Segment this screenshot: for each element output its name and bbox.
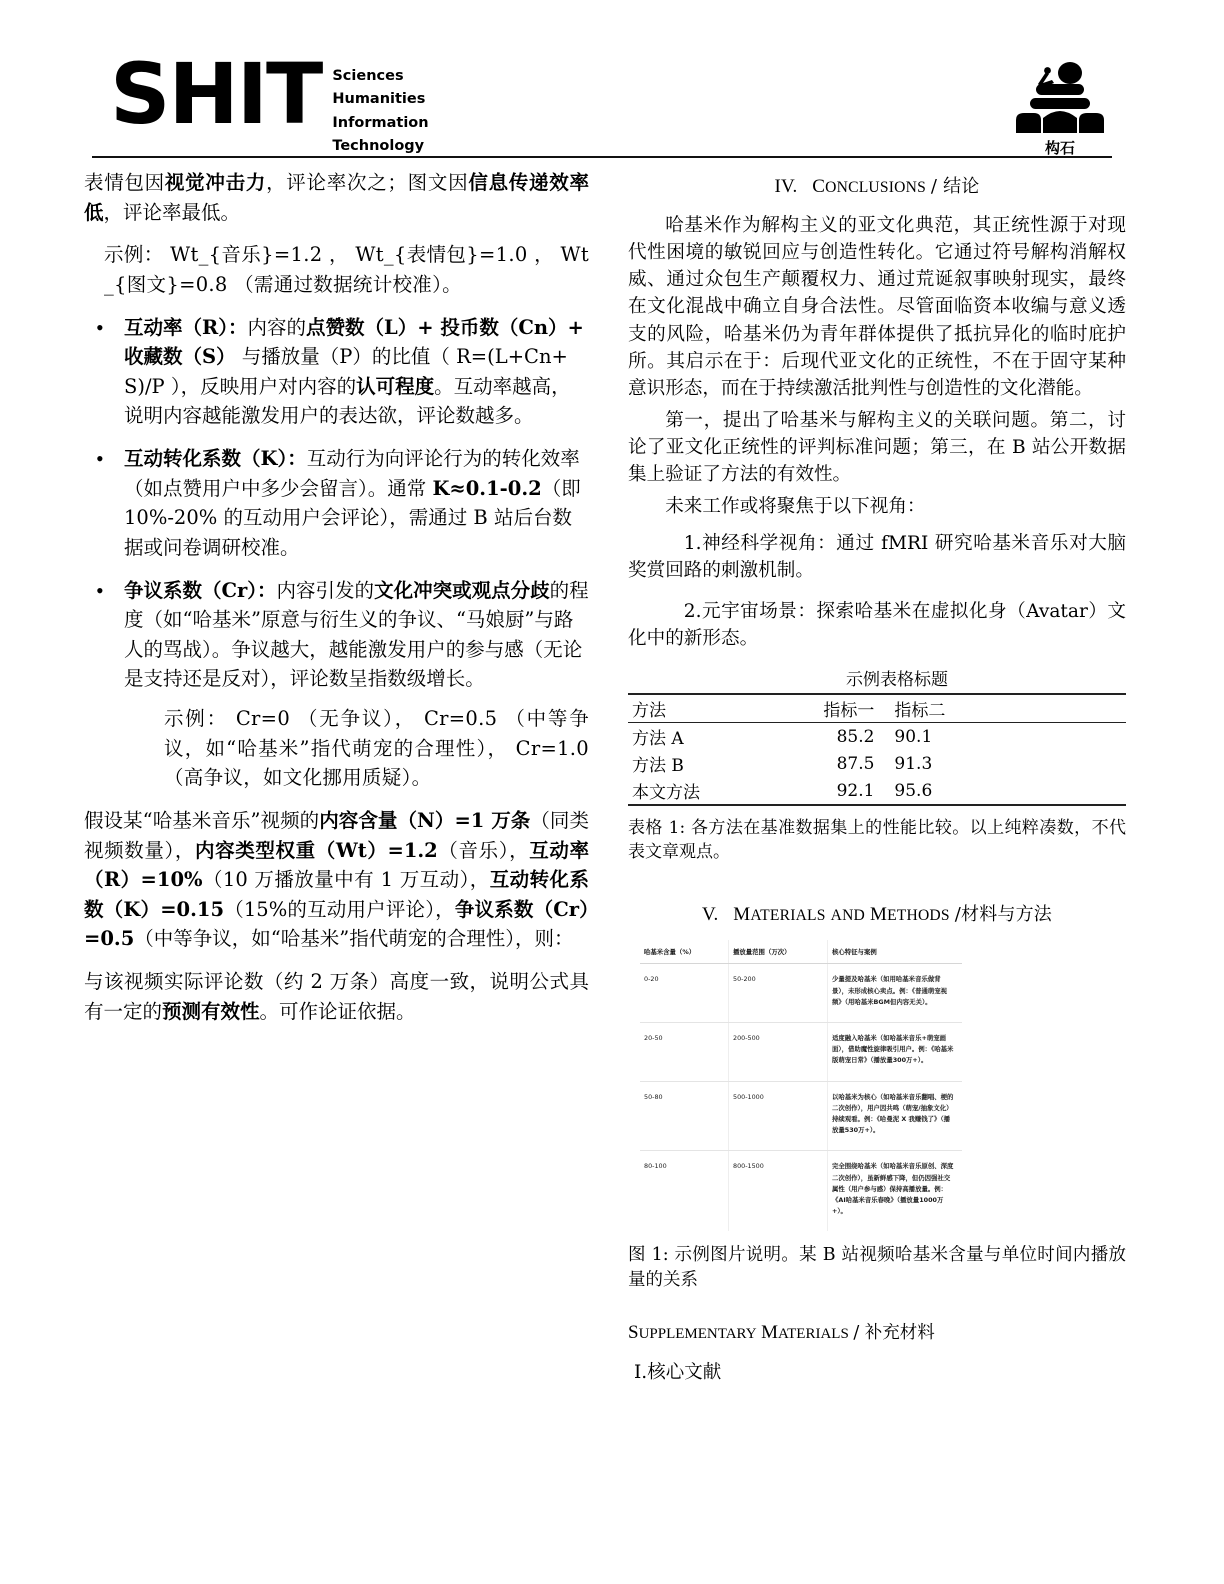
table-cell-method: 方法 B (632, 756, 684, 777)
example-controversy-values: 示例： Cr=0 （无争议）， Cr=0.5 （中等争议，如“哈基米”指代萌宠的合理性）， Cr=1.0 （高争议，如文化挪用质疑）。 (164, 707, 589, 790)
supp-title-cn: / 补充材料 (853, 1323, 935, 1344)
text-seg: 表情包因 (84, 171, 165, 194)
figure-cell-desc: 完全围绕哈基米（如哈基米音乐原创、深度二次创作），虽新鲜感下降，但仍因强社交属性（用户参与感）保持高播放量。例：《AI哈基米音乐春晚》（播放量1000万+）。 (828, 1151, 963, 1232)
figure-header-desc: 核心特征与案例 (828, 940, 963, 964)
list-item-conversion-coefficient (84, 444, 589, 563)
table-cell-metric-1: 92.1 (836, 780, 875, 801)
seg-0: 假设某“哈基米音乐”视频的 (84, 808, 320, 832)
table-header-spacer (998, 694, 1126, 723)
bullet-title: 争议系数（Cr）： (124, 578, 277, 602)
mm-first-1: M (733, 904, 751, 926)
journal-logo (110, 45, 429, 159)
table-cell-method: 本文方法 (632, 783, 700, 804)
section-numeral: V. (702, 904, 719, 926)
seg-10: （中等争议，如“哈基米”指代萌宠的合理性），则： (134, 927, 574, 951)
supplementary-item-core-literature: Ⅰ.核心文献 (634, 1362, 722, 1384)
table-cell-spacer (998, 723, 1126, 751)
figure-embedded-table (640, 940, 962, 1231)
table-header-method: 方法 (632, 701, 666, 722)
figure-table-header-row (640, 940, 962, 964)
figure-table-row (640, 1081, 962, 1151)
mm-rest-3: ETHODS (887, 907, 950, 925)
publisher-logo (1000, 60, 1120, 158)
supp-rest-1: UPPLEMENTARY (638, 1326, 757, 1343)
results-table-caption: 表格 1: 各方法在基准数据集上的性能比较。以上纯粹凑数，不代表文章观点。 (628, 818, 1126, 863)
table-row (628, 723, 1126, 751)
bullet-text (124, 579, 589, 691)
figure-cell-plays: 800-1500 (729, 1151, 828, 1232)
seg-0: 与该视频实际评论数（约 2 万条）高度一致，说明公式具有一定的 (84, 970, 589, 1023)
text-bold-seg: 认可程度 (356, 374, 435, 398)
text-seg: 内容引发的 (276, 578, 375, 602)
figure-cell-plays: 500-1000 (729, 1081, 828, 1151)
text-bold-seg: K≈0.1-0.2 (432, 476, 542, 500)
figure-header-content: 哈基米含量（%） (640, 940, 729, 964)
section-title-cn: / 结论 (930, 176, 980, 197)
publisher-logo-caption: 构石 (1044, 139, 1075, 157)
journal-logo-line-3: Information (332, 114, 429, 131)
mm-title-cn: /材料与方法 (954, 904, 1052, 926)
seg-4: （音乐）， (437, 838, 530, 862)
figure-cell-desc: 少量提及哈基米（如用哈基米音乐做背景），未形成核心卖点。例：《普通萌宠视频》（用哈基米BGM但内容无关）。 (828, 964, 963, 1023)
figure-table-row (640, 964, 962, 1023)
paragraph-assumption (84, 806, 589, 954)
bullet-text (124, 447, 581, 559)
table-cell-method: 方法 A (632, 729, 684, 750)
mm-first-3: M (869, 904, 888, 926)
future-work-item-2: 2.元宇宙场景：探索哈基米在虚拟化身（Avatar）文化中的新形态。 (628, 600, 1126, 649)
text-seg: 互动行为向评论行为的转化效率（如点赞用户中多少会留言）。通常 (124, 447, 580, 500)
right-column (628, 168, 1126, 1384)
future-work-item-1: 1.神经科学视角：通过 fMRI 研究哈基米音乐对大脑奖赏回路的刺激机制。 (628, 532, 1126, 581)
journal-logo-line-4: Technology (332, 138, 425, 155)
seg-7: 互动转化系数（K）=0.15 (84, 868, 589, 921)
seg-5: 互动率（R）=10% (84, 838, 589, 892)
bullet-title: 互动率（R）： (124, 315, 248, 339)
section-numeral: IV. (774, 176, 798, 197)
masthead (0, 0, 1224, 165)
table-cell-spacer (998, 777, 1126, 805)
results-table-block (628, 665, 1126, 864)
conclusions-paragraph-3: 未来工作或将聚焦于以下视角： (665, 496, 926, 518)
text-seg: 内容的 (247, 315, 306, 339)
text-seg: 。互动率越高，说明内容越能激发用户的表达欲，评论数越多。 (124, 374, 571, 428)
figure-table-row (640, 1151, 962, 1232)
left-column (84, 168, 589, 1039)
figure-cell-desc: 适度融入哈基米（如哈基米音乐+萌宠画面），借助魔性旋律吸引用户。例：《哈基米版萌宠日常》（播放量300万+）。 (828, 1022, 963, 1081)
table-header-row (628, 694, 1126, 723)
section-heading-conclusions (628, 172, 1126, 198)
table-header-metric-1: 指标一 (823, 701, 875, 722)
conclusions-paragraph-2: 第一，提出了哈基米与解构主义的关联问题。第二，讨论了亚文化正统性的评判标准问题；第三，在 B 站公开数据集上验证了方法的有效性。 (628, 409, 1126, 486)
journal-logo-wordmark: SHIT (110, 45, 322, 143)
text-seg: ，评论率最低。 (103, 200, 241, 224)
journal-logo-subtitle (332, 65, 428, 159)
seg-1: 内容含量（N）=1 万条 (319, 808, 531, 832)
section-title-rest: ONCLUSIONS (825, 179, 926, 196)
mm-rest-2: AND (830, 907, 865, 925)
table-row (628, 750, 1126, 777)
figure-cell-plays: 50-200 (729, 964, 828, 1023)
mm-rest-1: ATERIALS (750, 907, 826, 925)
supp-first-1: S (628, 1322, 639, 1344)
supp-rest-2: ATERIALS (777, 1326, 849, 1343)
section-heading-materials-methods (628, 900, 1126, 926)
stone-cairn-with-figure-icon (1008, 60, 1112, 134)
seg-3: 内容类型权重（Wt）=1.2 (194, 838, 438, 862)
table-cell-metric-1: 85.2 (836, 726, 875, 747)
table-cell-metric-1: 87.5 (836, 753, 875, 774)
bullet-title: 互动转化系数（K）： (124, 447, 307, 470)
figure-cell-content: 0-20 (640, 964, 729, 1023)
text-bold-seg: 视觉冲击力 (164, 171, 267, 194)
text-seg: 与播放量（P）的比值（ R=(L+Cn+S)/P ），反映用户对内容的 (124, 345, 568, 398)
figure-1-caption: 图 1: 示例图片说明。某 B 站视频哈基米含量与单位时间内播放量的关系 (628, 1245, 1126, 1291)
journal-logo-line-1: Sciences (332, 68, 404, 84)
table-header-metric-2: 指标二 (894, 701, 946, 722)
table-cell-metric-2: 90.1 (894, 726, 933, 747)
figure-cell-plays: 200-500 (729, 1022, 828, 1081)
bullet-text (124, 316, 584, 428)
definition-bullet-list (84, 313, 589, 793)
conclusions-paragraph-1: 哈基米作为解构主义的亚文化典范，其正统性源于对现代性困境的敏锐回应与创造性转化。它通过符号解构消解权威、通过众包生产颠覆权力、通过荒诞叙事映射现实，最终在文化混战中确立自身合法性。尽管面临资本收编与意义透支的风险，哈基米仍为青年群体提供了抵抗异化的临时庇护所。其启示在于：后现代亚文化的正统性，不在于固守某种意识形态，而在于持续激活批判性与创造性的文化潜能。 (628, 215, 1126, 399)
results-table (628, 693, 1126, 806)
supplementary-materials-heading (628, 1319, 1126, 1344)
seg-6: （10 万播放量中有 1 万互动）， (202, 868, 490, 892)
figure-header-plays: 播放量范围（万次） (729, 940, 828, 964)
table-row-highlighted (628, 777, 1126, 805)
figure-cell-desc: 以哈基米为核心（如哈基米音乐翻唱、梗的二次创作），用户因共鸣（萌宠/抽象文化）持续观看。例：《哈曼泥 X 我赚钱了》（播放量530万+）。 (828, 1081, 963, 1151)
seg-8: （15%的互动用户评论）， (224, 897, 455, 921)
text-bold-seg: 点赞数（L）+ 投币数（Cn）+ 收藏数（S） (124, 315, 584, 369)
text-seg: （即 10%-20% 的互动用户会评论），需通过 B 站后台数据或问卷调研校准。 (124, 476, 581, 559)
text-bold-seg: 信息传递效率低 (84, 171, 589, 224)
journal-logo-line-2: Humanities (332, 91, 426, 108)
text-seg: ，评论率次之；图文因 (266, 171, 469, 194)
figure-cell-content: 80-100 (644, 1162, 667, 1171)
section-title-first-letter: C (812, 176, 826, 197)
results-table-title: 示例表格标题 (846, 670, 948, 691)
header-divider (92, 156, 1112, 158)
paragraph-emoji-comment-rate (84, 168, 589, 227)
figure-1-image (640, 940, 954, 1231)
figure-cell-content: 20-50 (640, 1022, 729, 1081)
text-bold-seg: 文化冲突或观点分歧 (374, 578, 550, 602)
seg-9: 争议系数（Cr）=0.5 (84, 897, 590, 951)
example-weights: 示例： Wt_{音乐}=1.2 ， Wt_{表情包}=1.0 ， Wt_{图文}=0.8 （需通过数据统计校准）。 (104, 243, 589, 296)
list-item-controversy-coefficient (84, 576, 589, 793)
seg-2: （同类视频数量）， (84, 808, 589, 862)
seg-1: 预测有效性 (162, 999, 260, 1023)
figure-table-row (640, 1022, 962, 1081)
table-cell-metric-2: 95.6 (894, 780, 933, 801)
paragraph-conclusion-validity (84, 967, 589, 1026)
supp-first-2: M (761, 1322, 778, 1344)
list-item-interaction-rate (84, 313, 589, 432)
table-cell-metric-2: 91.3 (894, 753, 933, 774)
seg-2: 。可作论证依据。 (259, 999, 416, 1023)
text-seg: 的程度（如“哈基米”原意与衍生义的争议、“马娘厨”与路人的骂战）。争议越大，越能激发用户的参与感（无论是支持还是反对），评论数呈指数级增长。 (124, 578, 589, 691)
table-cell-spacer (998, 750, 1126, 777)
figure-cell-content: 50-80 (640, 1081, 729, 1151)
